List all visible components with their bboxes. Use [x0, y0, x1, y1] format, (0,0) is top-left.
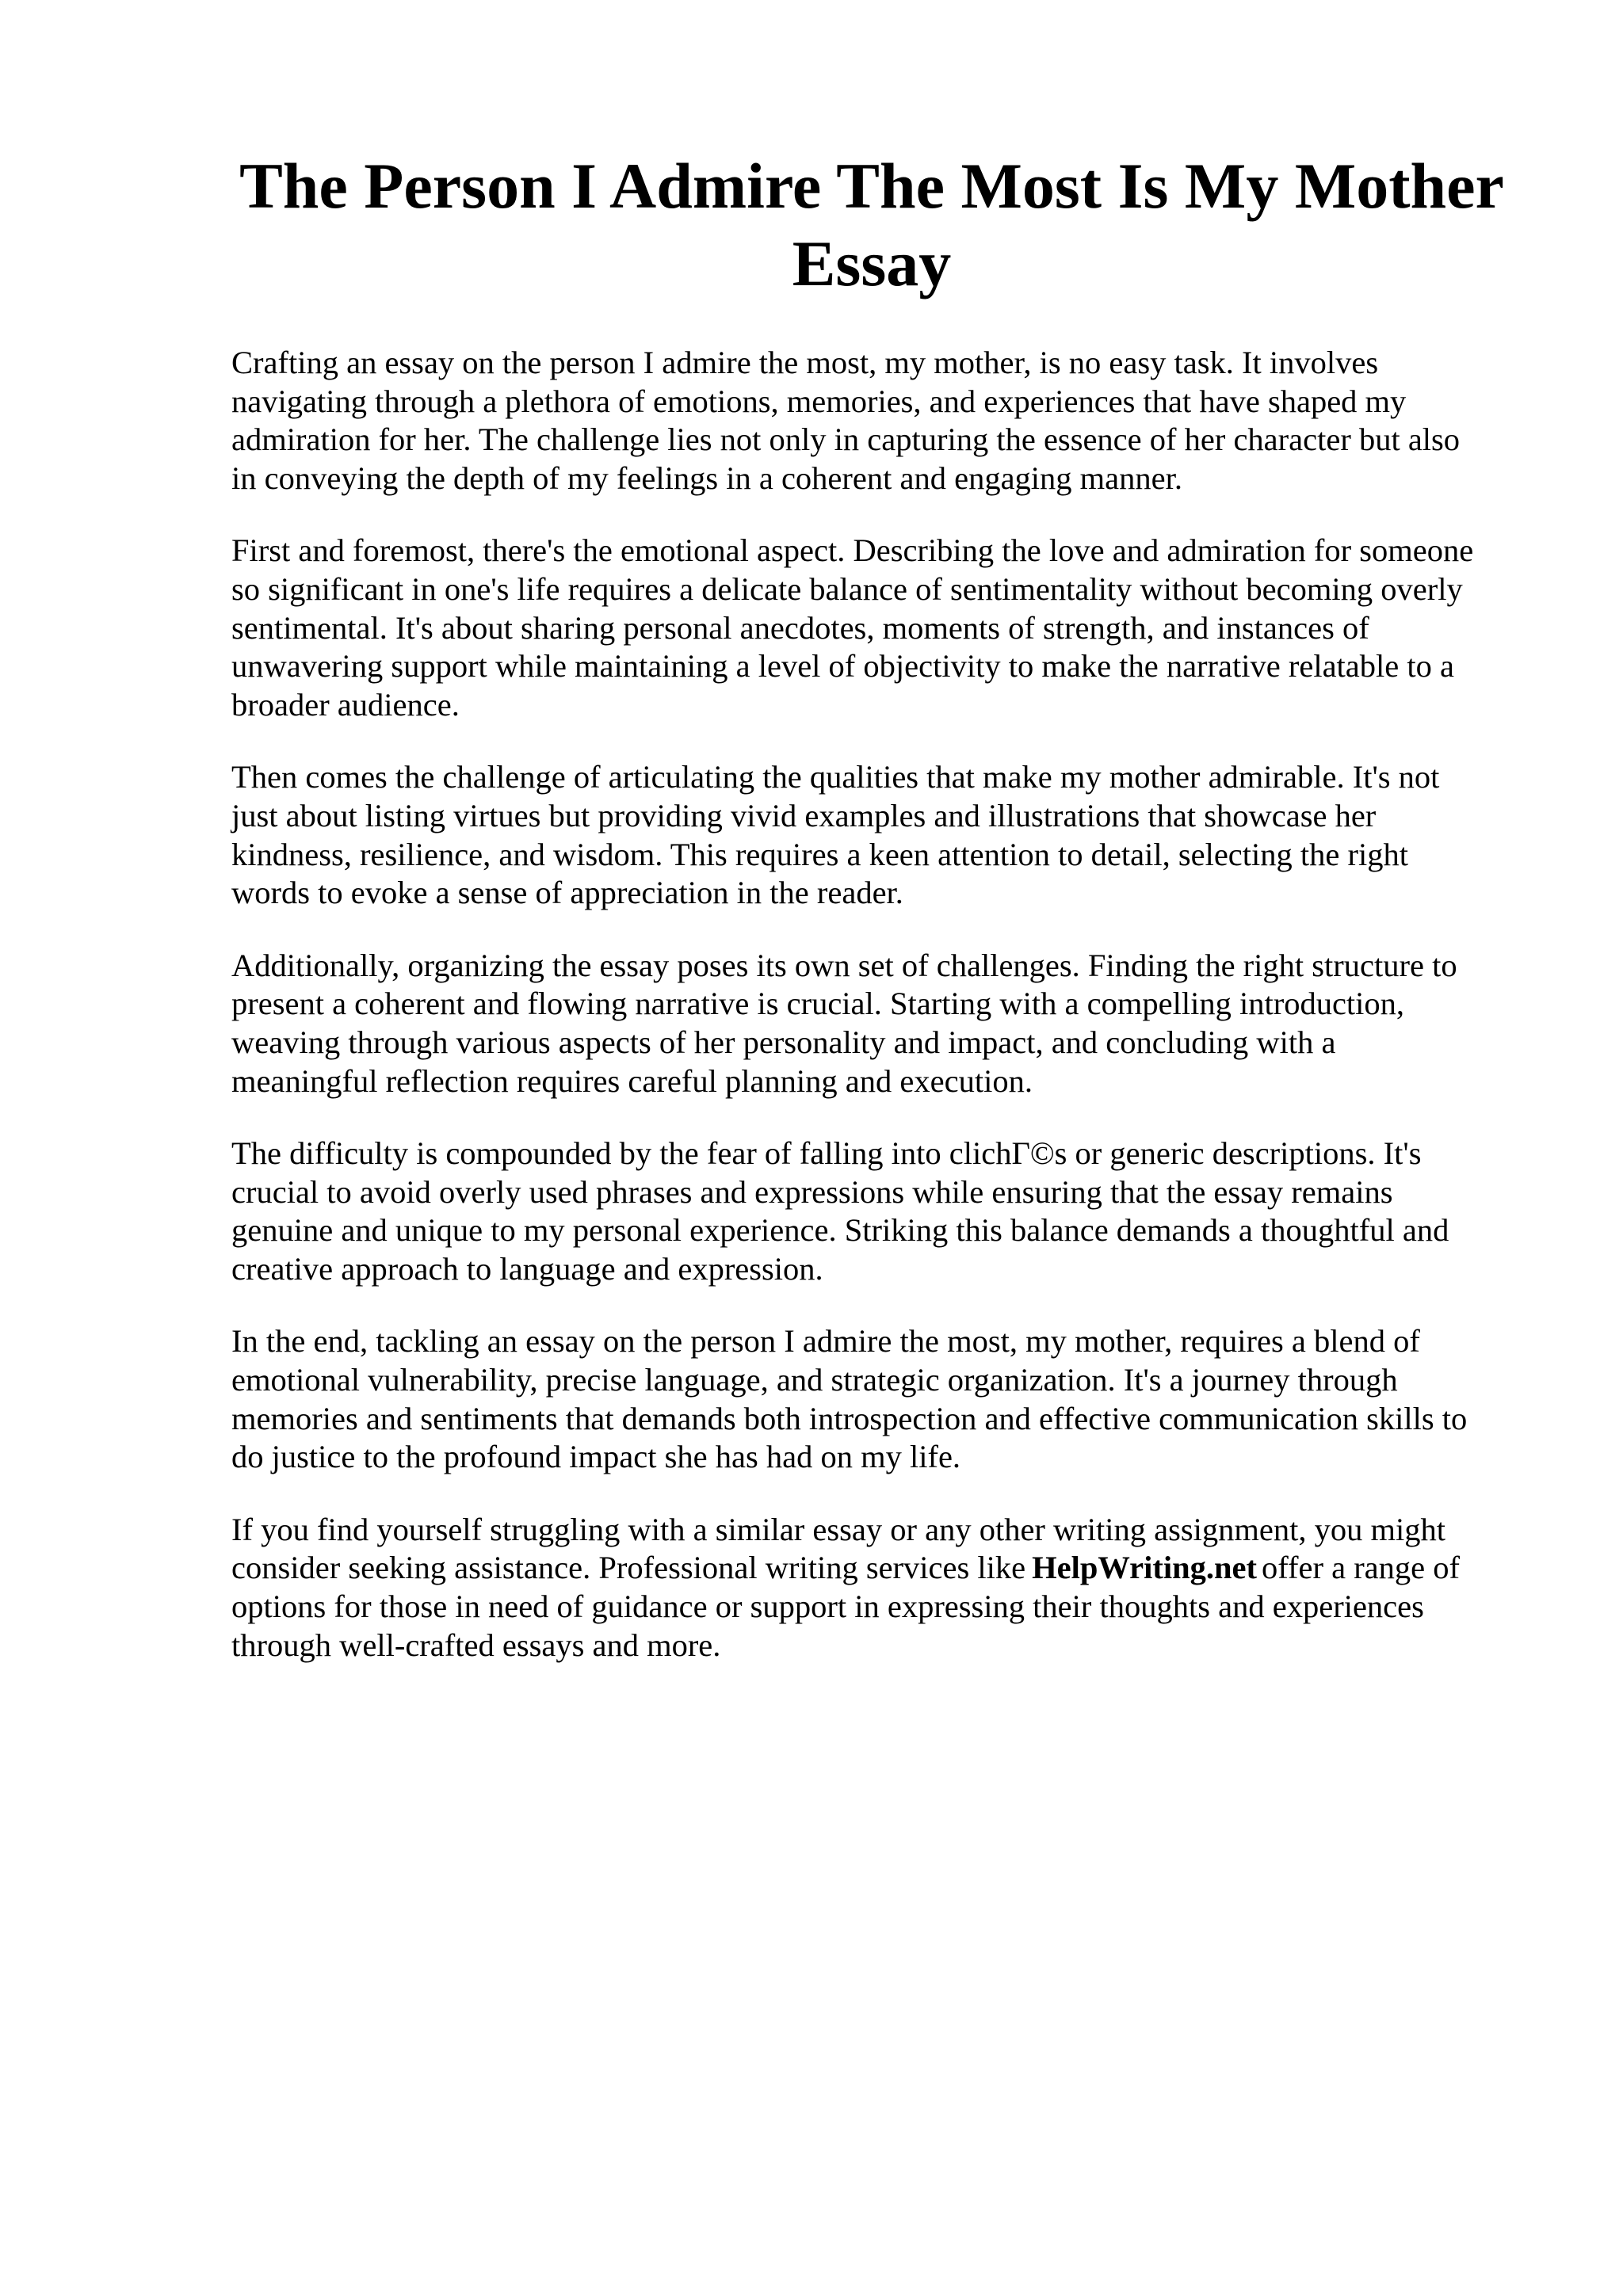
- text-line: unwavering support while maintaining a level of objectivity to make the narrative relatable to a: [231, 648, 1454, 685]
- helpwriting-link[interactable]: HelpWriting.net: [1032, 1550, 1258, 1586]
- title-line-1: The Person I Admire The Most Is My Mother: [239, 150, 1504, 222]
- essay-body: [231, 344, 1531, 1699]
- paragraph-4: [231, 947, 1531, 1100]
- text-line-with-link: [231, 1549, 1531, 1588]
- text-line: just about listing virtues but providing vivid examples and illustrations that showcase her: [231, 797, 1377, 833]
- paragraph-1: [231, 344, 1531, 498]
- text-line: genuine and unique to my personal experience. Striking this balance demands a thoughtful and: [231, 1212, 1449, 1249]
- text-line: crucial to avoid overly used phrases and expressions while ensuring that the essay remains: [231, 1173, 1393, 1210]
- closing-text-before: consider seeking assistance. Professional writing services like: [231, 1550, 1026, 1586]
- text-line: First and foremost, there's the emotional aspect. Describing the love and admiration for someone: [231, 532, 1474, 569]
- text-line: Then comes the challenge of articulating the qualities that make my mother admirable. It's not: [231, 759, 1440, 795]
- text-line: sentimental. It's about sharing personal anecdotes, moments of strength, and instances of: [231, 609, 1369, 646]
- text-line: do justice to the profound impact she has had on my life.: [231, 1439, 961, 1475]
- paragraph-closing: [231, 1511, 1531, 1665]
- text-line: Additionally, organizing the essay poses its own set of challenges. Finding the right structure to: [231, 947, 1457, 983]
- closing-text-after: offer a range of: [1262, 1550, 1460, 1586]
- text-line: kindness, resilience, and wisdom. This requires a keen attention to detail, selecting the right: [231, 836, 1408, 872]
- text-line: admiration for her. The challenge lies not only in capturing the essence of her character but also: [231, 421, 1461, 458]
- paragraph-6: [231, 1322, 1531, 1476]
- paragraph-3: [231, 758, 1531, 912]
- text-line: words to evoke a sense of appreciation in the reader.: [231, 875, 903, 911]
- text-line: present a coherent and flowing narrative is crucial. Starting with a compelling introduction,: [231, 986, 1405, 1022]
- paragraph-2: [231, 532, 1531, 724]
- text-line: navigating through a plethora of emotions, memories, and experiences that have shaped my: [231, 383, 1407, 419]
- title-line-2: Essay: [792, 227, 952, 299]
- text-line: The difficulty is compounded by the fear of falling into clichГ©s or generic descriptions. It's: [231, 1135, 1422, 1172]
- text-line: through well-crafted essays and more.: [231, 1627, 721, 1663]
- paragraph-5: [231, 1135, 1531, 1288]
- text-line: creative approach to language and expression.: [231, 1250, 823, 1287]
- text-line: meaningful reflection requires careful planning and execution.: [231, 1062, 1033, 1099]
- text-line: Crafting an essay on the person I admire the most, my mother, is no easy task. It involves: [231, 345, 1379, 380]
- document-title: [222, 147, 1522, 303]
- text-line: so significant in one's life requires a delicate balance of sentimentality without becoming overly: [231, 570, 1463, 607]
- text-line: emotional vulnerability, precise language, and strategic organization. It's a journey through: [231, 1362, 1398, 1398]
- text-line: weaving through various aspects of her personality and impact, and concluding with a: [231, 1024, 1336, 1060]
- text-line: If you find yourself struggling with a similar essay or any other writing assignment, you might: [231, 1511, 1446, 1547]
- text-line: In the end, tackling an essay on the person I admire the most, my mother, requires a blend of: [231, 1323, 1420, 1360]
- text-line: in conveying the depth of my feelings in a coherent and engaging manner.: [231, 460, 1183, 496]
- text-line: options for those in need of guidance or support in expressing their thoughts and experiences: [231, 1589, 1424, 1625]
- text-line: broader audience.: [231, 686, 460, 723]
- text-line: memories and sentiments that demands both introspection and effective communication skills to: [231, 1400, 1468, 1436]
